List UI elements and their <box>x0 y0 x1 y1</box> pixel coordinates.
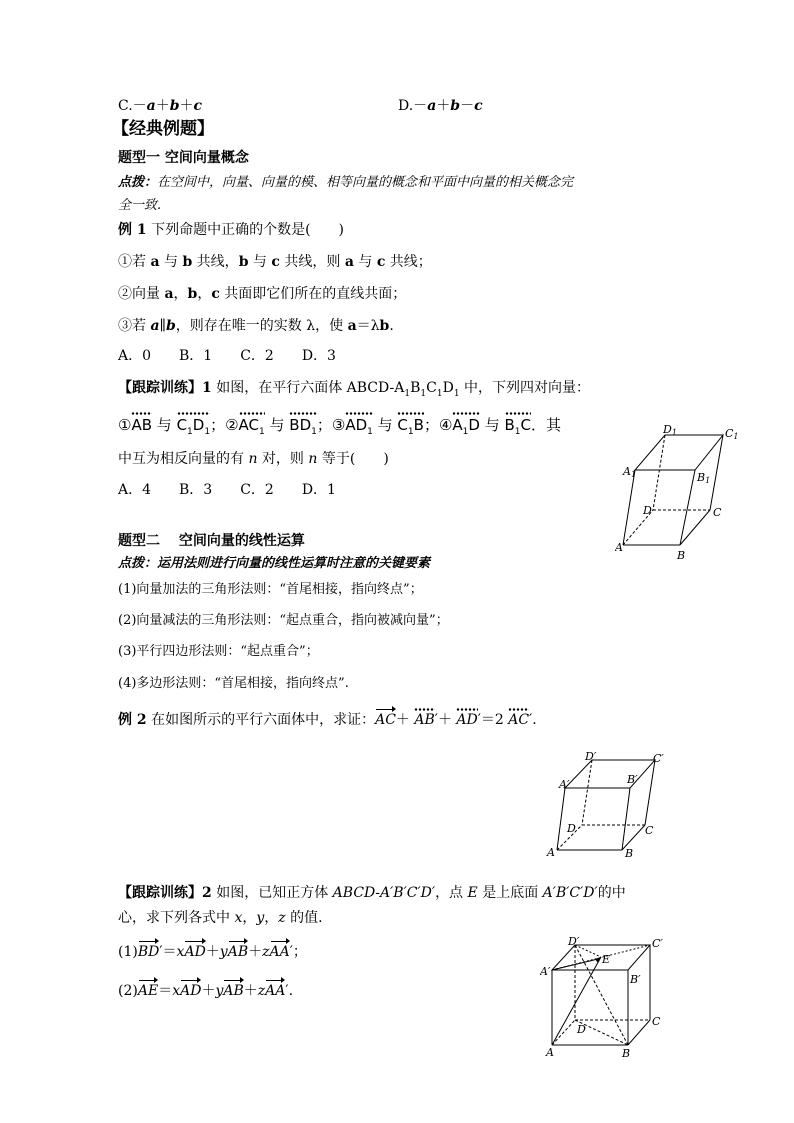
fig2-label-a-low: A <box>547 846 555 859</box>
type1-tip-line2: 全一致. <box>118 198 162 213</box>
type2-rule2: (2)向量减法的三角形法则：“起点重合，指向被减向量”； <box>118 613 449 628</box>
option-d: D.－a＋b－c <box>398 98 483 114</box>
fig1-label-c1: C1 <box>725 427 739 441</box>
option-c: C.－a＋b＋c <box>118 98 203 114</box>
track1-pairs: ①AB 与 $C_1D_1$；$②AC_1$ 与 $BD_1$；$③AD_1$ 与 $C_1B$；$④A_1D$ 与 $B_1C$．其 <box>118 416 562 437</box>
fig1-label-c: C <box>713 506 722 519</box>
type2-title: 题型二 空间向量的线性运算 <box>118 533 305 549</box>
fig2-label-d-low: D <box>567 822 576 835</box>
fig3-label-a: A′ <box>540 965 551 978</box>
fig2-label-b-low: B <box>625 847 634 860</box>
fig3-label-c: C′ <box>652 937 663 950</box>
type2-rule4: (4)多边形法则：“首尾相接，指向终点”. <box>118 676 349 691</box>
figure-parallelepiped-2 <box>545 750 675 860</box>
type2-rule1: (1)向量加法的三角形法则：“首尾相接，指向终点”； <box>118 582 423 597</box>
fig1-label-d: D <box>643 504 652 517</box>
track1-continuation: 中互为相反向量的有 n 对，则 n 等于( ) <box>118 451 389 467</box>
fig3-label-d-low: D <box>577 1023 586 1036</box>
example1-options: A．0 B．1 C．2 D．3 <box>118 348 336 364</box>
track2-line2: 心，求下列各式中 x，y，z 的值. <box>118 910 323 926</box>
fig3-label-a-low: A <box>546 1046 554 1059</box>
track2-q1: (1)BD′＝xAD＋yAB＋zAA′； <box>118 944 307 960</box>
example2-text: 例 2 在如图所示的平行六面体中，求证：AC＋ AB′＋ AD′＝2 AC′. <box>118 712 537 728</box>
fig2-label-a: A′ <box>559 778 570 791</box>
fig1-label-a: A <box>615 541 623 554</box>
fig1-label-b1: B1 <box>697 471 711 485</box>
type2-tip: 点拨：运用法则进行向量的线性运算时注意的关键要素 <box>118 556 431 571</box>
fig3-label-e: E <box>602 953 611 966</box>
example1-statement3: ③若 a∥b，则存在唯一的实数 λ，使 a＝λb. <box>118 318 394 334</box>
fig2-label-d: D′ <box>585 750 597 763</box>
section-title: 【经典例题】 <box>112 119 214 139</box>
track1-intro: 【跟踪训练】1 如图，在平行六面体 ABCD-$A_1B_1C_1D_1$ 中，下列四对向量： <box>118 380 590 399</box>
track1-options: A．4 B．3 C．2 D．1 <box>118 482 336 498</box>
fig3-label-b: B′ <box>630 973 641 986</box>
type1-tip-line1: 点拨：在空间中，向量、向量的模、相等向量的概念和平面中向量的相关概念完 <box>118 175 574 190</box>
type2-rule3: (3)平行四边形法则：“起点重合”； <box>118 644 319 659</box>
figure-cube <box>540 935 670 1060</box>
track2-q2: (2)AE＝xAD＋yAB＋zAA′. <box>118 983 294 999</box>
fig1-label-a1: A1 <box>623 465 637 479</box>
fig3-label-c-low: C <box>652 1015 661 1028</box>
fig2-label-c-low: C <box>645 824 654 837</box>
example1-statement2: ②向量 a，b，c 共面即它们所在的直线共面； <box>118 286 407 302</box>
type1-title: 题型一 空间向量概念 <box>118 150 249 166</box>
example1-question: 例 1 下列命题中正确的个数是( ) <box>118 222 345 238</box>
example1-statement1: ①若 a 与 b 共线，b 与 c 共线，则 a 与 c 共线； <box>118 254 432 270</box>
figure-parallelepiped-1 <box>615 425 750 565</box>
fig2-label-c: C′ <box>653 752 664 765</box>
track2-line1: 【跟踪训练】2 如图，已知正方体 ABCD-A′B′C′D′，点 E 是上底面 A′B′C′D′的中 <box>118 885 626 901</box>
fig3-label-b-low: B <box>622 1047 631 1060</box>
fig1-label-d1: D1 <box>663 425 677 437</box>
fig2-label-b: B′ <box>627 773 638 786</box>
fig1-label-b: B <box>677 549 686 562</box>
fig3-label-d: D′ <box>568 935 580 948</box>
